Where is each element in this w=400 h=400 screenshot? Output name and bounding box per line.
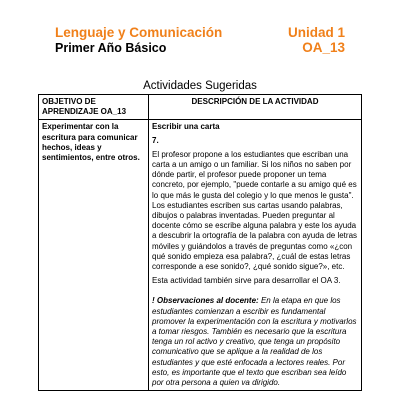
observations-label: ! Observaciones al docente: [152,296,259,306]
objective-code: OA_13 [302,40,345,55]
description-cell [149,120,362,391]
objective-cell [39,120,149,391]
table-header-row [39,95,362,120]
activity-number: 7. [152,135,159,145]
teacher-observations [152,296,358,388]
activity-paragraph-2: Esta actividad también sirve para desarrollar el OA 3. [152,276,341,286]
header-row-1 [55,25,345,40]
unit-label: Unidad 1 [287,25,345,40]
document-header [55,25,345,56]
activity-paragraph-1: El profesor propone a los estudiantes que escriban una carta a un amigo o un familiar. Si los niños no saben por dónde partir, el profesor puede proponer un tema concreto, por ejemplo, "puede contarle a su amigo qué es lo que más le gusta del colegio y lo que menos le gusta". Los estudiantes escriben sus cartas usando palabras, dibujos o palabras inventadas. Pueden preguntar al docente cómo se escribe alguna palabra y este los ayuda a descubrir la ortografía de la palabra con ayuda de letras móviles y guiándolos a través de preguntas como «¿con qué sonido empieza esa palabra?, ¿cuál de estas letras corresponde a ese sonido?, ¿qué sonido sigue?», etc. [152,149,358,272]
table-row [39,120,362,391]
header-row-2 [55,40,345,56]
section-title: Actividades Sugeridas [143,80,257,92]
activity-title: Escribir una carta [152,122,220,132]
activity-table [38,94,362,391]
objective-column-header: OBJETIVO DE APRENDIZAJE OA_13 [39,95,149,120]
observations-text: En la etapa en que los estudiantes comienzan a escribir es fundamental promover la experimentación con la escritura y motivarlos a tomar riesgos. También es necesario que la escritura tenga un rol activo y creativo, que tenga un propósito comunicativo que se aplique a la realidad de los estudiantes y que esté enfocada a lectores reales. Por esto, es importante que el texto que escriban sea leído por otra persona a quien va dirigido. [152,296,357,388]
subject-title: Lenguaje y Comunicación [55,25,223,40]
description-column-header: DESCRIPCIÓN DE LA ACTIVIDAD [149,95,362,120]
objective-text: Experimentar con la escritura para comunicar hechos, ideas y sentimientos, entre otros. [42,122,140,163]
grade-level: Primer Año Básico [55,41,167,55]
